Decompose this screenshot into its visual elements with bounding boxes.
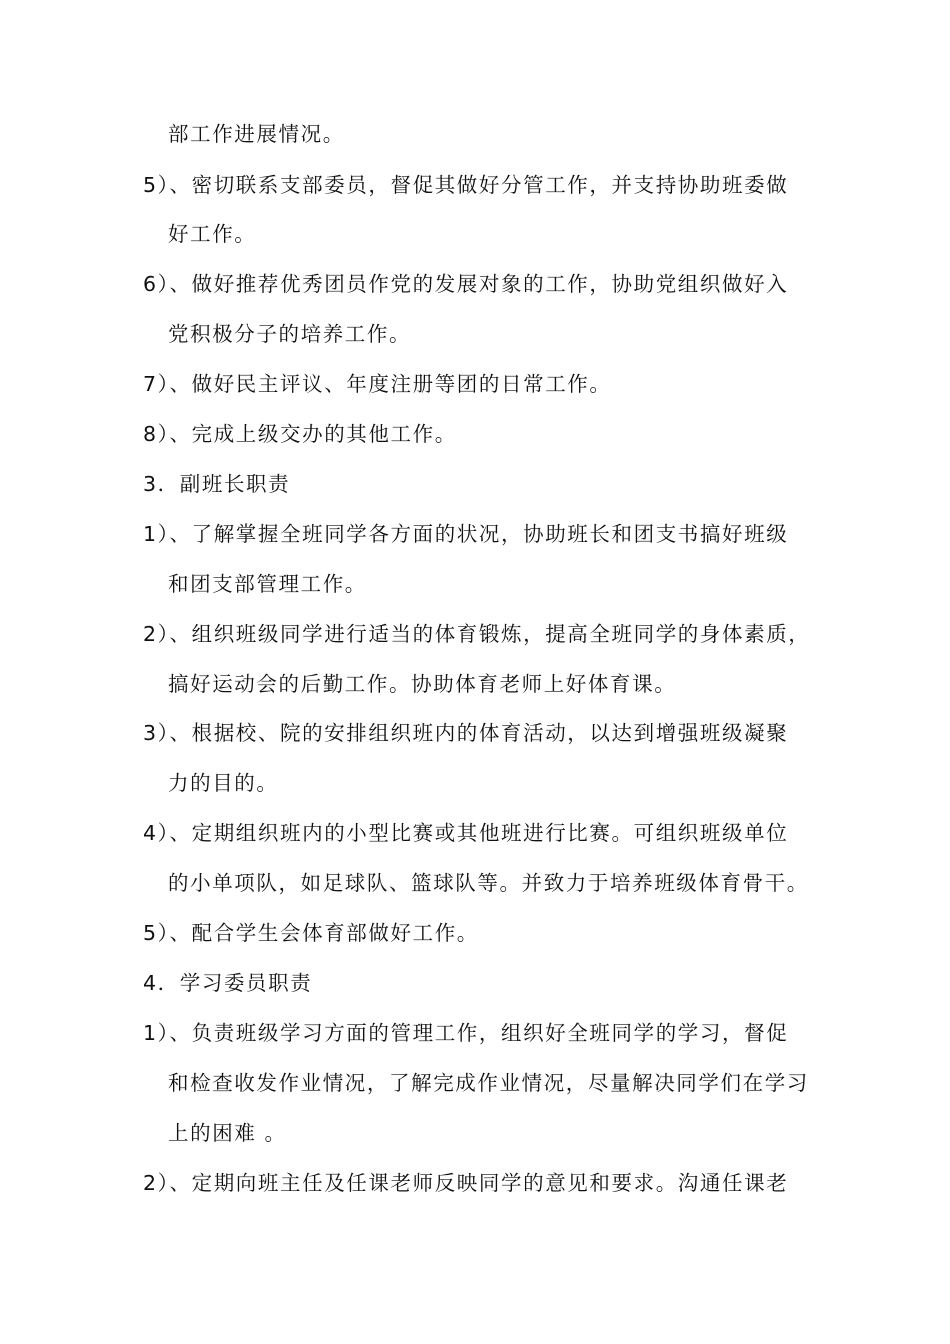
list-item-5-line-2: 好工作。 xyxy=(168,222,257,246)
text-line: 部工作进展情况。 xyxy=(168,122,345,146)
list-item-8: 8）、完成上级交办的其他工作。 xyxy=(143,422,457,446)
list-item-6-line-1: 6）、做好推荐优秀团员作党的发展对象的工作，协助党组织做好入 xyxy=(143,272,789,296)
vice-item-3-line-2: 力的目的。 xyxy=(168,771,279,795)
vice-item-2-line-1: 2）、组织班级同学进行适当的体育锻炼，提高全班同学的身体素质， xyxy=(143,622,811,646)
vice-item-4-line-1: 4）、定期组织班内的小型比赛或其他班进行比赛。可组织班级单位 xyxy=(143,821,789,845)
list-item-6-line-2: 党积极分子的培养工作。 xyxy=(168,322,412,346)
study-item-1-line-3: 上的困难 。 xyxy=(168,1121,287,1145)
vice-item-1-line-2: 和团支部管理工作。 xyxy=(168,572,367,596)
study-item-1-line-1: 1）、负责班级学习方面的管理工作，组织好全班同学的学习，督促 xyxy=(143,1021,789,1045)
section-heading-vice-monitor: 3．副班长职责 xyxy=(143,472,291,496)
vice-item-1-line-1: 1）、了解掌握全班同学各方面的状况，协助班长和团支书搞好班级 xyxy=(143,522,789,546)
vice-item-2-line-2: 搞好运动会的后勤工作。协助体育老师上好体育课。 xyxy=(168,672,677,696)
vice-item-4-line-2: 的小单项队，如足球队、篮球队等。并致力于培养班级体育骨干。 xyxy=(168,871,809,895)
vice-item-5: 5）、配合学生会体育部做好工作。 xyxy=(143,921,479,945)
list-item-5-line-1: 5）、密切联系支部委员，督促其做好分管工作，并支持协助班委做 xyxy=(143,173,789,197)
study-item-2-line-1: 2）、定期向班主任及任课老师反映同学的意见和要求。沟通任课老 xyxy=(143,1171,789,1195)
study-item-1-line-2: 和检查收发作业情况，了解完成作业情况，尽量解决同学们在学习 xyxy=(168,1071,809,1095)
section-heading-study-committee: 4．学习委员职责 xyxy=(143,971,313,995)
list-item-7: 7）、做好民主评议、年度注册等团的日常工作。 xyxy=(143,372,612,396)
vice-item-3-line-1: 3）、根据校、院的安排组织班内的体育活动，以达到增强班级凝聚 xyxy=(143,721,789,745)
